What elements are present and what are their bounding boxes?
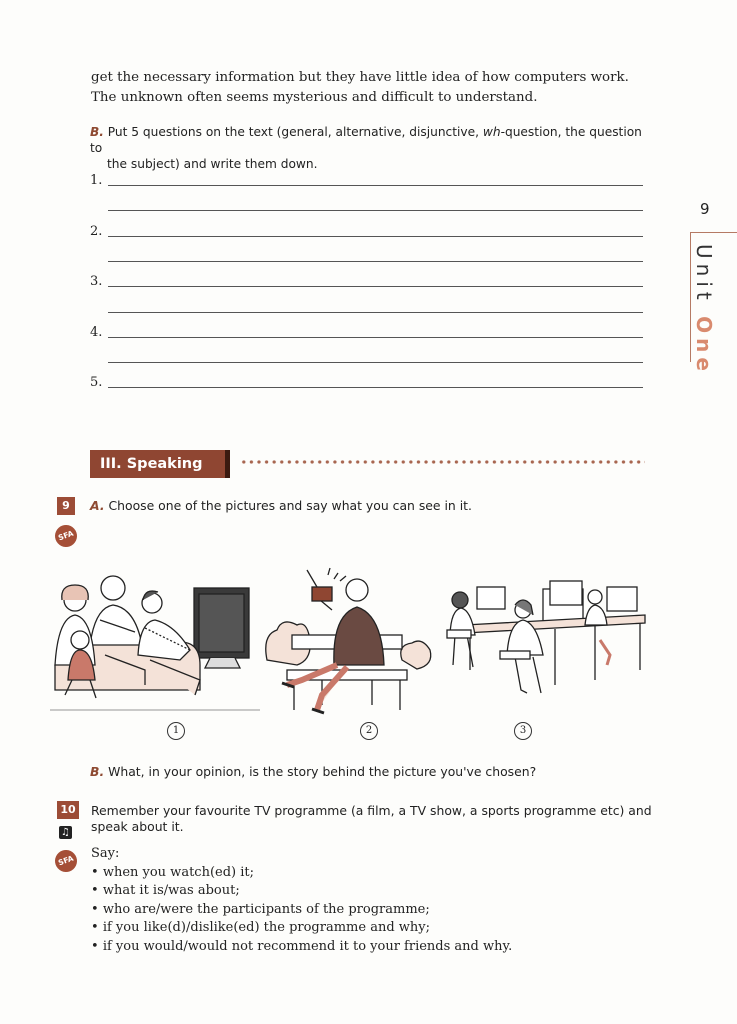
list-item: • if you would/would not recommend it to your friends and why. <box>91 938 651 957</box>
task10-instruction <box>91 803 661 835</box>
sfa-badge: SFA <box>52 847 80 875</box>
question-number-1: 1. <box>90 173 103 188</box>
picture-man-with-radio[interactable] <box>262 565 437 715</box>
intro-paragraph <box>91 68 651 108</box>
list-item: • what it is/was about; <box>91 882 651 901</box>
picture-family-watching-tv[interactable] <box>50 570 260 715</box>
answer-line-3b[interactable] <box>108 312 643 313</box>
picture-number-1: 1 <box>167 722 185 740</box>
picture-computer-class[interactable] <box>445 575 650 705</box>
answer-line-3a[interactable] <box>108 286 643 287</box>
unit-word: Unit <box>692 244 716 305</box>
list-item: • who are/were the participants of the programme; <box>91 901 651 920</box>
say-label: Say: <box>91 846 120 861</box>
list-item: • if you like(d)/dislike(ed) the programme and why; <box>91 919 651 938</box>
answer-line-4a[interactable] <box>108 337 643 338</box>
task-letter: A. <box>90 498 105 513</box>
answer-line-2b[interactable] <box>108 261 643 262</box>
question-number-4: 4. <box>90 325 103 340</box>
answer-line-5a[interactable] <box>108 387 643 388</box>
task9-b-text: What, in your opinion, is the story behind the picture you've chosen? <box>108 764 537 779</box>
task-letter: B. <box>90 125 104 139</box>
intro-line-2: The unknown often seems mysterious and difficult to understand. <box>91 90 538 105</box>
task-b-line2: the subject) and write them down. <box>107 157 318 171</box>
task-b-questions-instruction <box>90 124 650 172</box>
picture-number-3: 3 <box>514 722 532 740</box>
wh-word: wh <box>482 125 501 139</box>
sidebar-divider <box>690 232 737 233</box>
music-note-icon: ♫ <box>59 826 72 839</box>
answer-line-2a[interactable] <box>108 236 643 237</box>
picture-number-2: 2 <box>360 722 378 740</box>
sidebar-vertical-rule <box>690 232 691 362</box>
task-b-line1: Put 5 questions on the text (general, alternative, disjunctive, <box>107 125 483 139</box>
task-number-10: 10 <box>57 801 79 819</box>
sfa-badge: SFA <box>52 522 80 550</box>
unit-number: One <box>692 316 716 376</box>
question-number-3: 3. <box>90 274 103 289</box>
task9-a-instruction <box>90 498 650 514</box>
question-number-2: 2. <box>90 224 103 239</box>
page-number: 9 <box>700 200 710 218</box>
task-letter: B. <box>90 764 105 779</box>
radio-icon <box>312 587 332 601</box>
intro-line-1: get the necessary information but they have little idea of how computers work. <box>91 70 629 85</box>
task10-line1: Remember your favourite TV programme (a film, a TV show, a sports programme etc) and <box>91 803 652 818</box>
task-b-line1-end: -question, the question to <box>90 125 642 155</box>
list-item: • when you watch(ed) it; <box>91 864 651 883</box>
task-number-9: 9 <box>57 497 75 515</box>
say-list <box>91 845 651 956</box>
task9-a-text: Choose one of the pictures and say what you can see in it. <box>108 498 472 513</box>
task10-line2: speak about it. <box>91 819 184 834</box>
section-dotted-rule <box>240 458 645 466</box>
answer-line-4b[interactable] <box>108 362 643 363</box>
answer-line-1a[interactable] <box>108 185 643 186</box>
monitor-icon <box>477 587 505 609</box>
unit-label <box>692 244 716 376</box>
section-header-speaking: III. Speaking <box>90 450 230 478</box>
question-number-5: 5. <box>90 375 103 390</box>
task9-b-instruction <box>90 764 650 780</box>
answer-line-1b[interactable] <box>108 210 643 211</box>
